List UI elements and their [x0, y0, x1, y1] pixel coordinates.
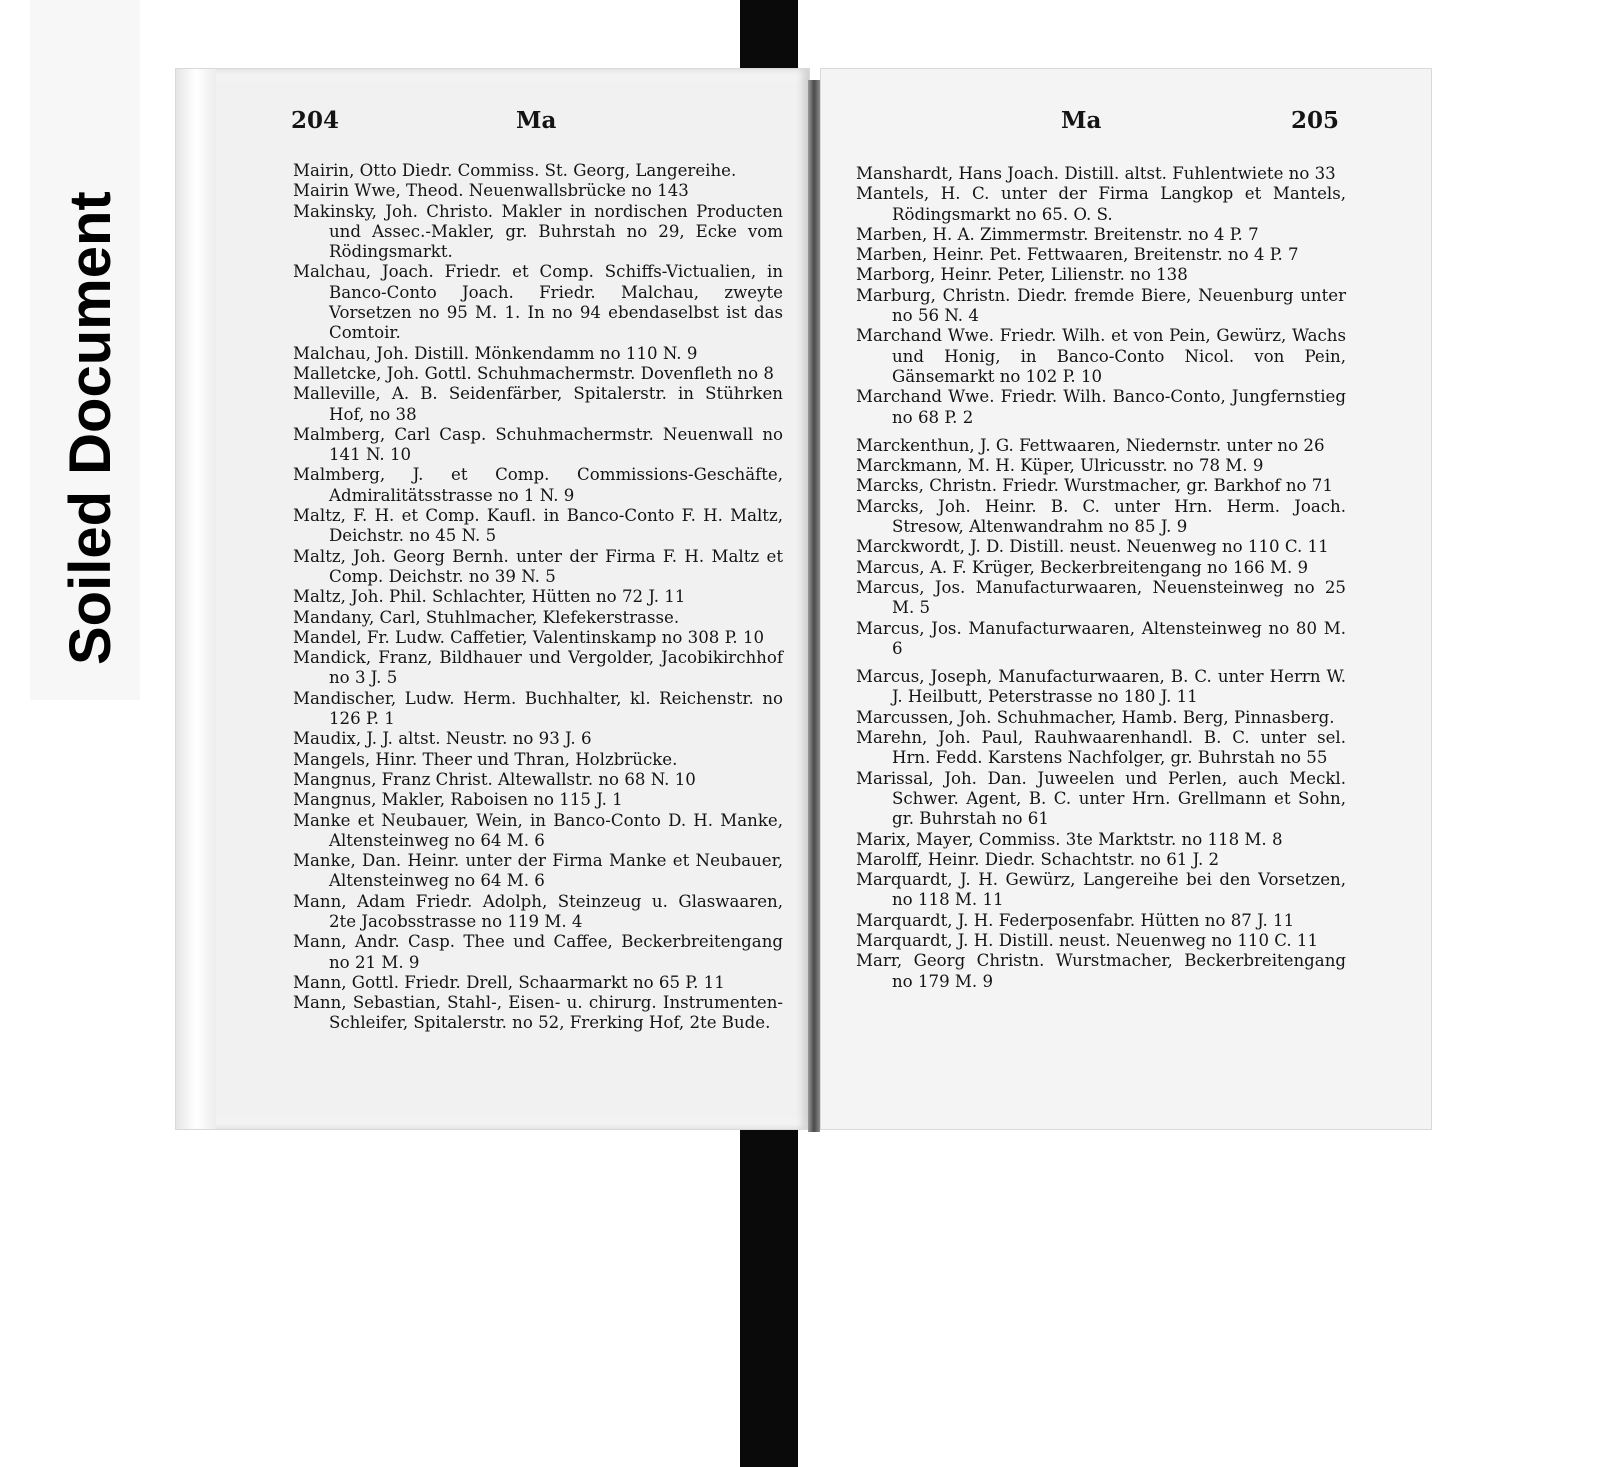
right-running-head: Ma [1061, 107, 1102, 134]
directory-entry: Marchand Wwe. Friedr. Wilh. et von Pein, Gewürz, Wachs und Honig, in Banco-Conto Nicol. von Pein, Gänsemarkt no 102 P. 10 [856, 326, 1346, 386]
page-edge [176, 69, 216, 1129]
directory-entry: Makinsky, Joh. Christo. Makler in nordischen Producten und Assec.-Makler, gr. Buhrstah no 29, Ecke vom Rödingsmarkt. [293, 201, 783, 262]
directory-entry: Manshardt, Hans Joach. Distill. altst. Fuhlentwiete no 33 [856, 164, 1336, 183]
directory-entry: Marehn, Joh. Paul, Rauhwaarenhandl. B. C. unter sel. Hrn. Fedd. Karstens Nachfolger, gr. Buhrstah no 55 [856, 728, 1346, 768]
directory-entry: Mann, Sebastian, Stahl-, Eisen- u. chirurg. Instrumenten-Schleifer, Spitalerstr. no 52, Frerking Hof, 2te Bude. [293, 993, 783, 1033]
directory-entry: Mangels, Hinr. Theer und Thran, Holzbrücke. [293, 749, 678, 769]
directory-entry: Mangnus, Franz Christ. Altewallstr. no 68 N. 10 [293, 769, 696, 789]
directory-entry: Marckenthun, J. G. Fettwaaren, Niedernstr. unter no 26 [856, 435, 1325, 455]
directory-entry: Mandany, Carl, Stuhlmacher, Klefekerstrasse. [293, 607, 680, 627]
directory-entry: Mann, Adam Friedr. Adolph, Steinzeug u. Glaswaaren, 2te Jacobsstrasse no 119 M. 4 [293, 891, 783, 931]
directory-entry: Marben, Heinr. Pet. Fettwaaren, Breitenstr. no 4 P. 7 [856, 245, 1299, 265]
directory-entry: Mairin, Otto Diedr. Commiss. St. Georg, Langereihe. [293, 161, 737, 180]
directory-entry: Mann, Gottl. Friedr. Drell, Schaarmarkt no 65 P. 11 [293, 972, 725, 992]
directory-entry: Malchau, Joh. Distill. Mönkendamm no 110 N. 9 [293, 343, 698, 363]
directory-entry: Marcus, Jos. Manufacturwaaren, Neuensteinweg no 25 M. 5 [856, 577, 1346, 618]
soiled-document-stamp: Soiled Document [58, 191, 123, 665]
left-running-head: Ma [516, 107, 557, 134]
right-page-number: 205 [1291, 107, 1340, 134]
left-page-number: 204 [291, 107, 340, 134]
directory-entry: Malmberg, Carl Casp. Schuhmachermstr. Neuenwall no 141 N. 10 [293, 424, 783, 465]
directory-entry: Marr, Georg Christn. Wurstmacher, Beckerbreitengang no 179 M. 9 [856, 951, 1346, 991]
directory-entry: Marckmann, M. H. Küper, Ulricusstr. no 78 M. 9 [856, 456, 1264, 476]
directory-entry: Marcus, Jos. Manufacturwaaren, Altensteinweg no 80 M. 6 [856, 618, 1346, 658]
left-page [175, 68, 810, 1130]
directory-entry: Marissal, Joh. Dan. Juweelen und Perlen, auch Meckl. Schwer. Agent, B. C. unter Hrn. Grellmann et Sohn, gr. Buhrstah no 61 [856, 768, 1346, 829]
directory-entry: Maltz, Joh. Phil. Schlachter, Hütten no 72 J. 11 [293, 587, 686, 607]
directory-entry: Marcks, Christn. Friedr. Wurstmacher, gr. Barkhof no 71 [856, 476, 1333, 496]
directory-entry: Malleville, A. B. Seidenfärber, Spitalerstr. in Stührken Hof, no 38 [293, 384, 783, 424]
directory-entry: Marcussen, Joh. Schuhmacher, Hamb. Berg, Pinnasberg. [856, 707, 1335, 727]
binding-spine-bottom [740, 1128, 798, 1467]
book-gutter [808, 80, 820, 1132]
directory-entry: Malmberg, J. et Comp. Commissions-Geschäfte, Admiralitätsstrasse no 1 N. 9 [293, 465, 783, 505]
directory-entry: Mangnus, Makler, Raboisen no 115 J. 1 [293, 790, 623, 810]
directory-entry: Marborg, Heinr. Peter, Lilienstr. no 138 [856, 265, 1188, 285]
directory-entry: Mandischer, Ludw. Herm. Buchhalter, kl. Reichenstr. no 126 P. 1 [293, 688, 783, 729]
directory-entry: Marcks, Joh. Heinr. B. C. unter Hrn. Herm. Joach. Stresow, Altenwandrahm no 85 J. 9 [856, 496, 1346, 537]
right-entry-list [856, 164, 1346, 992]
directory-entry: Marquardt, J. H. Federposenfabr. Hütten no 87 J. 11 [856, 910, 1295, 930]
directory-entry: Mairin Wwe, Theod. Neuenwallsbrücke no 143 [293, 181, 689, 201]
directory-entry: Maudix, J. J. altst. Neustr. no 93 J. 6 [293, 729, 592, 749]
left-entry-list [293, 161, 783, 1034]
directory-entry: Marix, Mayer, Commiss. 3te Marktstr. no 118 M. 8 [856, 829, 1283, 849]
directory-entry: Mandick, Franz, Bildhauer und Vergolder, Jacobikirchhof no 3 J. 5 [293, 648, 783, 688]
directory-entry: Mantels, H. C. unter der Firma Langkop et Mantels, Rödingsmarkt no 65. O. S. [856, 184, 1346, 224]
open-book [175, 68, 1430, 1128]
directory-entry: Marchand Wwe. Friedr. Wilh. Banco-Conto, Jungfernstieg no 68 P. 2 [856, 387, 1346, 427]
directory-entry: Mandel, Fr. Ludw. Caffetier, Valentinskamp no 308 P. 10 [293, 627, 765, 647]
directory-entry: Malchau, Joach. Friedr. et Comp. Schiffs-Victualien, in Banco-Conto Joach. Friedr. Malchau, zweyte Vorsetzen no 95 M. 1. In no 94 ebendaselbst ist das Comtoir. [293, 262, 783, 343]
directory-entry: Maltz, F. H. et Comp. Kaufl. in Banco-Conto F. H. Maltz, Deichstr. no 45 N. 5 [293, 506, 783, 546]
directory-entry: Maltz, Joh. Georg Bernh. unter der Firma F. H. Maltz et Comp. Deichstr. no 39 N. 5 [293, 546, 783, 586]
right-page [820, 68, 1432, 1130]
directory-entry: Marolff, Heinr. Diedr. Schachtstr. no 61 J. 2 [856, 849, 1220, 869]
directory-entry: Malletcke, Joh. Gottl. Schuhmachermstr. Dovenfleth no 8 [293, 363, 774, 383]
directory-entry: Mann, Andr. Casp. Thee und Caffee, Beckerbreitengang no 21 M. 9 [293, 932, 783, 972]
directory-entry: Marben, H. A. Zimmermstr. Breitenstr. no 4 P. 7 [856, 224, 1259, 244]
directory-entry: Manke, Dan. Heinr. unter der Firma Manke et Neubauer, Altensteinweg no 64 M. 6 [293, 851, 783, 891]
directory-entry: Manke et Neubauer, Wein, in Banco-Conto D. H. Manke, Altensteinweg no 64 M. 6 [293, 810, 783, 850]
directory-entry: Marckwordt, J. D. Distill. neust. Neuenweg no 110 C. 11 [856, 537, 1329, 557]
directory-entry: Marcus, Joseph, Manufacturwaaren, B. C. unter Herrn W. J. Heilbutt, Peterstrasse no 180 J. 11 [856, 667, 1346, 707]
directory-entry: Marburg, Christn. Diedr. fremde Biere, Neuenburg unter no 56 N. 4 [856, 285, 1346, 326]
directory-entry: Marquardt, J. H. Gewürz, Langereihe bei den Vorsetzen, no 118 M. 11 [856, 870, 1346, 910]
directory-entry: Marquardt, J. H. Distill. neust. Neuenweg no 110 C. 11 [856, 930, 1319, 950]
directory-entry: Marcus, A. F. Krüger, Beckerbreitengang no 166 M. 9 [856, 557, 1309, 577]
